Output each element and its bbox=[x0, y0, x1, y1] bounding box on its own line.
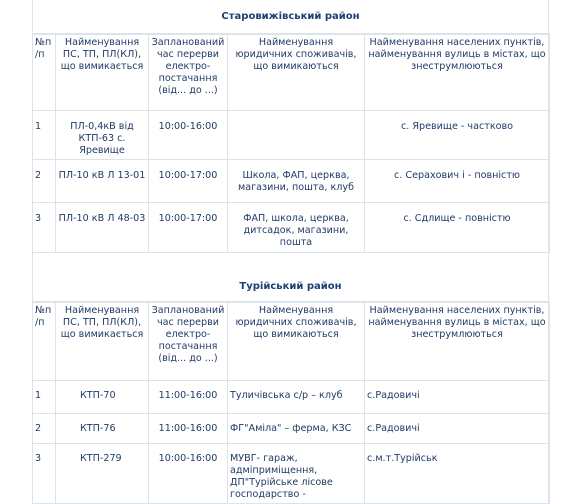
row-places: с. Яревище - частково bbox=[365, 111, 550, 160]
header-num: №п/п bbox=[33, 35, 56, 111]
table-row bbox=[33, 111, 550, 160]
row-ps: ПЛ-10 кВ Л 48-03 bbox=[56, 203, 149, 253]
row-time: 11:00-16:00 bbox=[149, 414, 228, 444]
row-num: 2 bbox=[33, 160, 56, 203]
row-places: с. Серахович і - повністю bbox=[365, 160, 550, 203]
header-consumers: Найменування юридичних споживачів, що вимикаються bbox=[228, 35, 365, 111]
row-consumers: Школа, ФАП, церква, магазини, пошта, клуб bbox=[228, 160, 365, 203]
outage-table bbox=[32, 34, 550, 253]
table-row bbox=[33, 444, 550, 504]
row-ps: КТП-76 bbox=[56, 414, 149, 444]
row-num: 3 bbox=[33, 444, 56, 504]
row-consumers: Туличівська с/р – клуб bbox=[228, 381, 365, 414]
row-num: 1 bbox=[33, 381, 56, 414]
table-header-row bbox=[33, 303, 550, 381]
header-ps: Найменування ПС, ТП, ПЛ(КЛ), що вимикається bbox=[56, 35, 149, 111]
row-consumers: МУВГ- гараж, адміприміщення, ДП"Турійське лісове господарство - bbox=[228, 444, 365, 504]
row-num: 3 bbox=[33, 203, 56, 253]
header-num: №п/п bbox=[33, 303, 56, 381]
row-time: 10:00-16:00 bbox=[149, 444, 228, 504]
row-ps: ПЛ-0,4кВ від КТП-63 с. Яревище bbox=[56, 111, 149, 160]
row-ps: КТП-70 bbox=[56, 381, 149, 414]
table-header-row bbox=[33, 35, 550, 111]
table-row bbox=[33, 414, 550, 444]
row-places: с.Радовичі bbox=[365, 414, 550, 444]
row-time: 10:00-17:00 bbox=[149, 160, 228, 203]
row-time: 10:00-17:00 bbox=[149, 203, 228, 253]
table-row bbox=[33, 160, 550, 203]
row-time: 11:00-16:00 bbox=[149, 381, 228, 414]
row-time: 10:00-16:00 bbox=[149, 111, 228, 160]
row-places: с.Радовичі bbox=[365, 381, 550, 414]
header-places: Найменування населених пунктів, найменування вулиць в містах, що знеструмлюються bbox=[365, 303, 550, 381]
row-consumers: ФАП, школа, церква, дитсадок, магазини, пошта bbox=[228, 203, 365, 253]
outage-table bbox=[32, 302, 550, 504]
row-consumers bbox=[228, 111, 365, 160]
row-places: с.м.т.Турійськ bbox=[365, 444, 550, 504]
header-time: Запланований час перерви електро-постачання (від... до ...) bbox=[149, 303, 228, 381]
row-places: с. Сдлище - повністю bbox=[365, 203, 550, 253]
row-ps: ПЛ-10 кВ Л 13-01 bbox=[56, 160, 149, 203]
district-title: Турійський район bbox=[239, 281, 342, 292]
header-ps: Найменування ПС, ТП, ПЛ(КЛ), що вимикається bbox=[56, 303, 149, 381]
row-ps: КТП-279 bbox=[56, 444, 149, 504]
header-consumers: Найменування юридичних споживачів, що вимикаються bbox=[228, 303, 365, 381]
row-num: 2 bbox=[33, 414, 56, 444]
header-places: Найменування населених пунктів, найменування вулиць в містах, що знеструмлюються bbox=[365, 35, 550, 111]
row-consumers: ФГ"Аміла" – ферма, КЗС bbox=[228, 414, 365, 444]
table-row bbox=[33, 381, 550, 414]
table-row bbox=[33, 203, 550, 253]
row-num: 1 bbox=[33, 111, 56, 160]
header-time: Запланований час перерви електро-постачання (від... до ...) bbox=[149, 35, 228, 111]
district-title: Старовижівський район bbox=[221, 11, 360, 22]
